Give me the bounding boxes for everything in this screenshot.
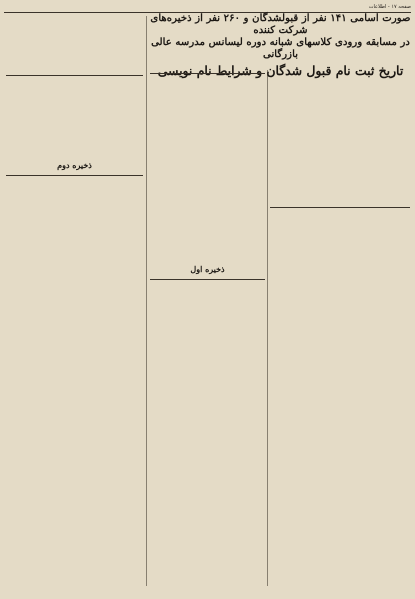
headline-line-2: در مسابقه ورودی کلاسهای شبانه دوره لیسانس مدرسه عالی بازرگانی — [151, 36, 410, 61]
table-mid-bottom — [150, 278, 265, 584]
section-title-reserve-one: ذخیره اول — [190, 264, 225, 274]
table-left-top — [6, 74, 143, 156]
table-header-row — [6, 174, 143, 176]
left-top-text — [6, 16, 143, 74]
table-header-row — [150, 278, 265, 280]
table-header-row — [150, 72, 265, 74]
table-right — [270, 206, 410, 584]
right-info-block — [270, 72, 410, 202]
column-rule — [146, 16, 147, 586]
table-header-row — [270, 206, 410, 208]
headline — [150, 13, 411, 78]
headline-line-3: تاریخ ثبت نام قبول شدگان و شرایط نام نویسی — [157, 62, 404, 78]
table-header-row — [6, 74, 143, 76]
headline-line-1: صورت اسامی ۱۴۱ نفر از قبولشدگان و ۲۶۰ نفر از ذخیره‌های شرکت کننده — [150, 12, 411, 36]
page-footer — [4, 590, 411, 598]
section-title-reserve-two: ذخیره دوم — [57, 160, 92, 170]
table-mid-top — [150, 72, 265, 260]
header-right: صفحه ۱۷ - اطلاعات — [368, 4, 411, 10]
table-left-bottom — [6, 174, 143, 584]
column-rule — [267, 70, 268, 586]
